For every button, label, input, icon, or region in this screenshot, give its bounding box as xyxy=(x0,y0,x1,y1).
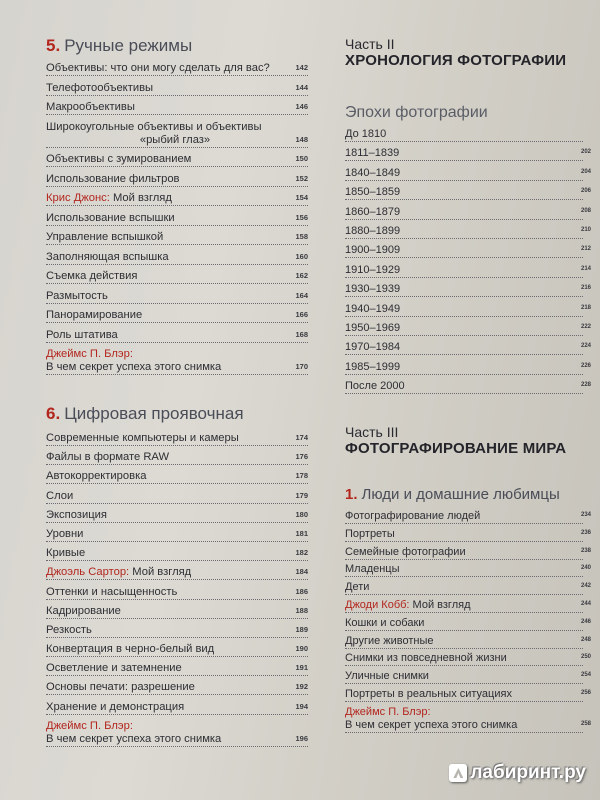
entry-text: Резкость xyxy=(46,623,92,636)
toc-entry xyxy=(345,186,591,200)
toc-entry xyxy=(345,563,591,577)
part-2-heading xyxy=(345,36,566,69)
toc-entry xyxy=(345,302,591,317)
section-number: 1. xyxy=(345,486,358,503)
entry-author: Джоди Кобб: xyxy=(345,598,410,611)
entry-title xyxy=(345,186,400,198)
part-3-section-1-list xyxy=(345,510,591,733)
entry-text: Слои xyxy=(46,489,74,502)
entry-title xyxy=(345,128,386,140)
page-number: 154 xyxy=(295,193,308,202)
entry-text: Младенцы xyxy=(345,563,400,576)
entry-text: До 1810 xyxy=(345,128,387,140)
page-number: 142 xyxy=(295,63,308,72)
entry-title xyxy=(46,270,137,282)
entry-text-continued: В чем секрет успеха этого снимка xyxy=(46,732,222,745)
entry-title xyxy=(345,147,399,159)
entry-title xyxy=(46,547,85,559)
page-number: 226 xyxy=(580,362,591,369)
entry-text: Семейные фотографии xyxy=(345,545,466,558)
section-number: 5. xyxy=(46,36,61,55)
entry-title xyxy=(46,605,121,617)
entry-text: Файлы в формате RAW xyxy=(46,451,170,464)
entry-text-continued: «рыбий глаз» xyxy=(139,133,211,146)
entry-title xyxy=(345,510,480,522)
entry-title xyxy=(46,121,284,134)
page-number: 189 xyxy=(295,624,308,634)
entry-text: Современные компьютеры и камеры xyxy=(46,432,239,444)
entry-title xyxy=(345,563,400,575)
entry-title xyxy=(46,528,83,540)
toc-entry xyxy=(345,147,591,161)
entry-text: После 2000 xyxy=(345,380,405,393)
toc-entry xyxy=(46,509,308,523)
entry-text: Мой взгляд xyxy=(109,192,172,204)
toc-entry xyxy=(345,166,591,181)
part-label: Часть II xyxy=(345,36,395,52)
page-number: 144 xyxy=(295,82,308,92)
entry-text: Роль штатива xyxy=(46,328,118,341)
entry-text: Дети xyxy=(345,581,370,594)
page-number: 208 xyxy=(580,207,591,214)
toc-entry xyxy=(46,643,308,657)
page-number: 218 xyxy=(580,304,591,311)
entry-title xyxy=(46,586,177,598)
entry-title xyxy=(345,599,471,611)
entry-text: Экспозиция xyxy=(46,508,107,521)
toc-entry xyxy=(345,360,591,375)
entry-title xyxy=(345,167,400,179)
toc-entry xyxy=(46,720,308,747)
toc-entry xyxy=(46,451,308,465)
entry-title xyxy=(46,624,92,636)
page-number: 192 xyxy=(295,682,308,692)
entry-title xyxy=(46,153,191,165)
entry-text: Мой взгляд xyxy=(409,598,471,611)
page-number: 168 xyxy=(295,329,308,339)
entry-title xyxy=(46,251,169,263)
page-number: 214 xyxy=(580,265,591,272)
toc-entry xyxy=(46,121,308,148)
entry-title xyxy=(46,701,184,713)
entry-text: 1880–1899 xyxy=(345,224,401,237)
page-number: 206 xyxy=(580,188,591,195)
entry-text: Использование вспышки xyxy=(46,211,175,224)
entry-text: 1860–1879 xyxy=(345,205,401,218)
entry-title xyxy=(46,82,153,94)
entry-title xyxy=(46,643,214,655)
toc-entry xyxy=(46,348,308,375)
entry-title xyxy=(46,173,180,185)
entry-text: 1970–1984 xyxy=(345,341,401,354)
page-number: 244 xyxy=(580,600,591,607)
entry-author: Джоэль Сартор: xyxy=(46,566,130,579)
entry-title xyxy=(46,451,169,463)
page-number: 222 xyxy=(580,323,591,330)
page-number: 186 xyxy=(295,586,308,596)
entry-text: Кошки и собаки xyxy=(345,616,425,629)
toc-entry xyxy=(46,173,308,187)
entry-text: Заполняющая вспышка xyxy=(46,250,169,263)
page-number: 202 xyxy=(580,149,591,156)
entry-text: Объективы: что они могу сделать для вас? xyxy=(46,62,270,74)
entry-text: Оттенки и насыщенность xyxy=(46,585,178,598)
entry-text: Портреты в реальных ситуациях xyxy=(345,687,512,700)
toc-entry xyxy=(46,153,308,167)
page-number: 170 xyxy=(295,362,308,371)
page-number: 248 xyxy=(580,636,591,643)
page-number: 160 xyxy=(295,251,308,261)
entry-title xyxy=(345,225,400,237)
entry-title xyxy=(345,528,395,540)
page-number: 224 xyxy=(580,343,591,350)
toc-entry xyxy=(345,263,591,278)
entry-author: Джеймс П. Блэр: xyxy=(345,705,431,718)
entry-text: Основы печати: разрешение xyxy=(46,681,195,694)
entry-title xyxy=(345,322,400,334)
toc-entry xyxy=(345,128,583,142)
entry-author: Джеймс П. Блэр: xyxy=(46,348,133,360)
entry-title xyxy=(345,303,400,315)
entry-title xyxy=(345,706,559,719)
entry-title xyxy=(46,566,191,578)
entry-text: 1930–1939 xyxy=(345,283,401,296)
toc-entry xyxy=(345,205,591,220)
entry-title xyxy=(46,62,270,74)
page-number: 212 xyxy=(580,246,591,253)
entry-title xyxy=(345,380,405,392)
entry-text: 1850–1859 xyxy=(345,186,401,199)
entry-title xyxy=(345,244,400,256)
page-number: 176 xyxy=(295,452,308,462)
entry-title xyxy=(345,361,400,373)
page-number: 254 xyxy=(580,672,591,679)
page-number: 188 xyxy=(295,605,308,615)
toc-entry xyxy=(46,192,308,206)
entry-text: 1910–1929 xyxy=(345,263,401,276)
entry-title xyxy=(46,490,73,502)
page-number: 178 xyxy=(295,471,308,481)
entry-text: 1950–1969 xyxy=(345,321,401,334)
toc-entry xyxy=(345,652,591,666)
page-number: 156 xyxy=(295,212,308,222)
page-number: 190 xyxy=(295,644,308,654)
entry-text: 1940–1949 xyxy=(345,302,401,315)
entry-text: Использование фильтров xyxy=(46,172,180,185)
toc-entry xyxy=(345,687,591,702)
entry-text: Объективы с зумированием xyxy=(46,153,192,165)
entry-title xyxy=(46,470,146,482)
part-3-heading xyxy=(345,424,566,457)
toc-entry xyxy=(46,101,308,115)
part-label: Часть III xyxy=(345,424,399,440)
entry-author: Крис Джонс: xyxy=(46,192,110,204)
page-number: 204 xyxy=(580,168,591,175)
entry-title xyxy=(345,670,429,682)
entry-text: Телефотообъективы xyxy=(46,81,154,94)
toc-entry xyxy=(345,616,591,631)
toc-entry xyxy=(345,380,591,394)
entry-text: Портреты xyxy=(345,527,395,540)
section-title: Цифровая проявочная xyxy=(64,404,244,423)
page-number: 164 xyxy=(295,290,308,300)
page-number: 174 xyxy=(295,433,308,442)
section-6-heading xyxy=(46,404,244,424)
toc-entry xyxy=(46,290,308,304)
entry-text: Фотографирование людей xyxy=(345,510,481,522)
entry-title xyxy=(345,206,400,218)
page-number: 146 xyxy=(295,102,308,111)
part-title: ХРОНОЛОГИЯ ФОТОГРАФИИ xyxy=(345,52,567,69)
entry-title xyxy=(345,581,369,593)
entry-text: Мой взгляд xyxy=(129,566,192,579)
entry-text: Другие животные xyxy=(345,634,434,647)
entry-text: Размытость xyxy=(46,289,108,302)
toc-entry xyxy=(46,701,308,715)
toc-entry xyxy=(46,82,308,96)
entry-text: 1985–1999 xyxy=(345,360,401,373)
page-number: 234 xyxy=(580,512,591,518)
toc-entry xyxy=(345,545,591,560)
toc-entry xyxy=(46,490,308,504)
toc-entry xyxy=(345,598,591,613)
entry-text: 1840–1849 xyxy=(345,166,401,179)
entry-title xyxy=(46,309,142,321)
toc-entry xyxy=(46,432,308,446)
entry-title xyxy=(345,635,434,647)
toc-entry xyxy=(46,62,308,76)
page-number: 196 xyxy=(295,733,308,743)
toc-entry xyxy=(345,341,591,355)
page-number: 179 xyxy=(295,490,308,500)
page-number: 191 xyxy=(295,663,308,673)
entry-title xyxy=(46,720,284,733)
toc-entry xyxy=(46,681,308,695)
toc-entry xyxy=(46,329,308,343)
part-3-section-1-heading xyxy=(345,486,560,503)
entry-title xyxy=(46,329,118,341)
page-number: 182 xyxy=(295,548,308,558)
entry-text: Хранение и демонстрация xyxy=(46,700,185,713)
toc-entry xyxy=(46,547,308,561)
toc-entry xyxy=(46,566,308,580)
toc-entry xyxy=(46,470,308,484)
toc-entry xyxy=(46,212,308,226)
page-number: 228 xyxy=(580,382,591,389)
toc-entry xyxy=(46,231,308,245)
page-number: 238 xyxy=(580,547,591,554)
entry-title xyxy=(345,341,400,353)
part-title: ФОТОГРАФИРОВАНИЕ МИРА xyxy=(345,440,567,457)
part-2-subheading: Эпохи фотографии xyxy=(345,104,488,121)
entry-author: Джеймс П. Блэр: xyxy=(46,719,133,732)
entry-title xyxy=(46,231,163,243)
page-number: 166 xyxy=(295,310,308,319)
entry-text: 1811–1839 xyxy=(345,147,400,160)
entry-title xyxy=(46,662,182,674)
section-6-list xyxy=(46,432,308,747)
toc-entry xyxy=(345,705,591,733)
page-number: 158 xyxy=(295,232,308,241)
entry-title xyxy=(46,681,195,693)
entry-text: Снимки из повседневной жизни xyxy=(345,652,507,665)
entry-text-continued: В чем секрет успеха этого снимка xyxy=(345,718,518,731)
toc-entry xyxy=(46,251,308,265)
page-number: 246 xyxy=(580,618,591,625)
entry-text: Уровни xyxy=(46,527,84,540)
section-title: Ручные режимы xyxy=(64,36,193,55)
entry-text: Панорамирование xyxy=(46,309,143,321)
page-number: 162 xyxy=(295,271,308,280)
section-number: 6. xyxy=(46,404,61,423)
toc-entry xyxy=(345,581,591,595)
toc-entry xyxy=(46,528,308,542)
entry-text: Широкоугольные объективы и объективы xyxy=(46,120,262,133)
page-number: 150 xyxy=(295,154,308,163)
page-number: 258 xyxy=(580,720,591,727)
entry-title xyxy=(46,212,175,224)
entry-text: Уличные снимки xyxy=(345,670,429,683)
page-number: 236 xyxy=(580,529,591,536)
toc-entry xyxy=(345,224,591,239)
entry-title xyxy=(46,432,239,444)
entry-text: Съемка действия xyxy=(46,270,138,282)
entry-title xyxy=(46,101,135,113)
page-number: 152 xyxy=(295,173,308,183)
labirint-logo-icon xyxy=(449,764,467,782)
watermark xyxy=(449,762,586,784)
page-number: 250 xyxy=(580,654,591,661)
section-5-list xyxy=(46,62,308,375)
page-number: 148 xyxy=(295,134,308,144)
entry-title xyxy=(46,290,108,302)
entry-text: Кривые xyxy=(46,547,86,560)
entry-text: Осветление и затемнение xyxy=(46,662,182,675)
toc-entry xyxy=(345,283,591,297)
entry-text: Конвертация в черно-белый вид xyxy=(46,643,215,656)
page-number: 210 xyxy=(580,226,591,233)
toc-entry xyxy=(345,634,591,649)
page-number: 256 xyxy=(580,689,591,696)
section-title: Люди и домашние любимцы xyxy=(361,486,560,503)
toc-entry xyxy=(345,670,591,684)
page-number: 216 xyxy=(580,285,591,292)
entry-title xyxy=(46,509,107,521)
toc-entry xyxy=(46,270,308,284)
part-2-list xyxy=(345,128,591,394)
section-5-heading xyxy=(46,36,192,56)
toc-entry xyxy=(46,662,308,676)
entry-title xyxy=(345,283,400,295)
entry-title xyxy=(46,348,284,361)
toc-entry xyxy=(46,586,308,600)
page-number: 181 xyxy=(295,528,308,538)
page-number: 180 xyxy=(295,509,308,519)
page-number: 194 xyxy=(295,701,308,711)
entry-title xyxy=(345,546,466,558)
entry-text: Кадрирование xyxy=(46,604,121,617)
page-number: 184 xyxy=(295,567,308,577)
toc-entry xyxy=(345,244,591,258)
toc-entry xyxy=(46,309,308,323)
entry-text: Макрообъективы xyxy=(46,101,135,113)
entry-title xyxy=(345,264,400,276)
entry-text-continued: В чем секрет успеха этого снимка xyxy=(46,361,222,373)
entry-text: Управление вспышкой xyxy=(46,231,164,243)
entry-title xyxy=(345,688,512,700)
toc-entry xyxy=(345,321,591,336)
toc-entry xyxy=(345,527,591,542)
toc-entry xyxy=(46,605,308,619)
entry-title xyxy=(345,652,507,664)
entry-text: Автокорректировка xyxy=(46,470,147,483)
watermark-text: лабиринт.ру xyxy=(470,762,586,783)
toc-entry xyxy=(345,510,591,524)
page-number: 242 xyxy=(580,583,591,590)
page-number: 240 xyxy=(580,565,591,572)
entry-title xyxy=(345,617,424,629)
entry-text: 1900–1909 xyxy=(345,244,401,257)
entry-title xyxy=(46,192,172,204)
toc-entry xyxy=(46,624,308,638)
